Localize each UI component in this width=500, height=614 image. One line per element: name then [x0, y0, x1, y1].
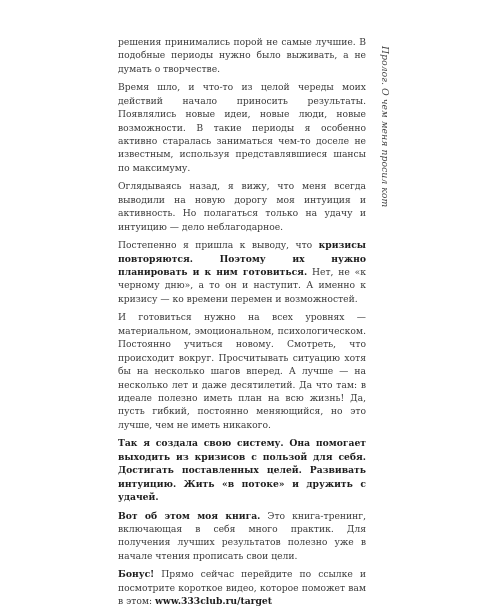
paragraph [118, 437, 366, 504]
paragraph [118, 311, 366, 432]
bold-text: Вот об этом моя книга. [118, 510, 261, 522]
running-head-text: Пролог. О чем меня просил кот [379, 46, 390, 208]
bold-text: Так я создала свою систему. Она помогает выходить из кризисов с пользой для себя. Достигать поставленных целей. Развивать интуицию. Жить «в потоке» и дружить с удачей. [118, 438, 366, 503]
text-run: Нет, не «к черному дню», а то он и наступит. А именно к кризису — ко времени перемен и возможностей. [118, 267, 367, 305]
text-run: Это книга-тренинг, включающая в себя много практик. Для получения лучших результатов полезно уже в начале чтения прописать свои цели. [118, 510, 366, 562]
body-text [118, 36, 366, 614]
bold-text: Бонус! [118, 569, 155, 581]
paragraph [118, 81, 366, 175]
bold-text: www.333club.ru/target [155, 596, 273, 608]
paragraph [118, 180, 366, 234]
text-run: И готовиться нужно на всех уровнях — материальном, эмоциональном, психологическом. Постоянно учиться новому. Смотреть, что происходит вокруг. Просчитывать ситуацию хотя бы на несколько шагов вперед. А лучше — на несколько лет и даже десятилетий. Да что там: в идеале полезно иметь план на всю жизнь! Да, пусть гибкий, постоянно меняющийся, но это лучше, чем не иметь никакого. [118, 312, 366, 431]
paragraph [118, 239, 366, 306]
text-run: Время шло, и что-то из целой череды моих действий начало приносить результаты. Появлялись новые идеи, новые люди, новые возможности. В такие периоды я особенно активно старалась заниматься чем-то доселе не известным, используя представлявшиеся шансы по максимуму. [118, 82, 366, 174]
text-run: Постепенно я пришла к выводу, что [118, 240, 319, 252]
text-run: Прямо сейчас перейдите по ссылке и посмотрите короткое видео, которое поможет вам в этом: [118, 569, 366, 608]
paragraph [118, 568, 366, 608]
text-run: Оглядываясь назад, я вижу, что меня всегда выводили на новую дорогу моя интуиция и активность. Но полагаться только на удачу и интуицию — дело неблагодарное. [118, 181, 366, 233]
paragraph [118, 510, 366, 564]
paragraph [118, 36, 366, 76]
bold-text: кризисы повторяются. Поэтому их нужно планировать и к ним готовиться. [118, 240, 366, 279]
text-run: решения принимались порой не самые лучшие. В подобные периоды нужно было выживать, а не думать о творчестве. [118, 37, 366, 75]
